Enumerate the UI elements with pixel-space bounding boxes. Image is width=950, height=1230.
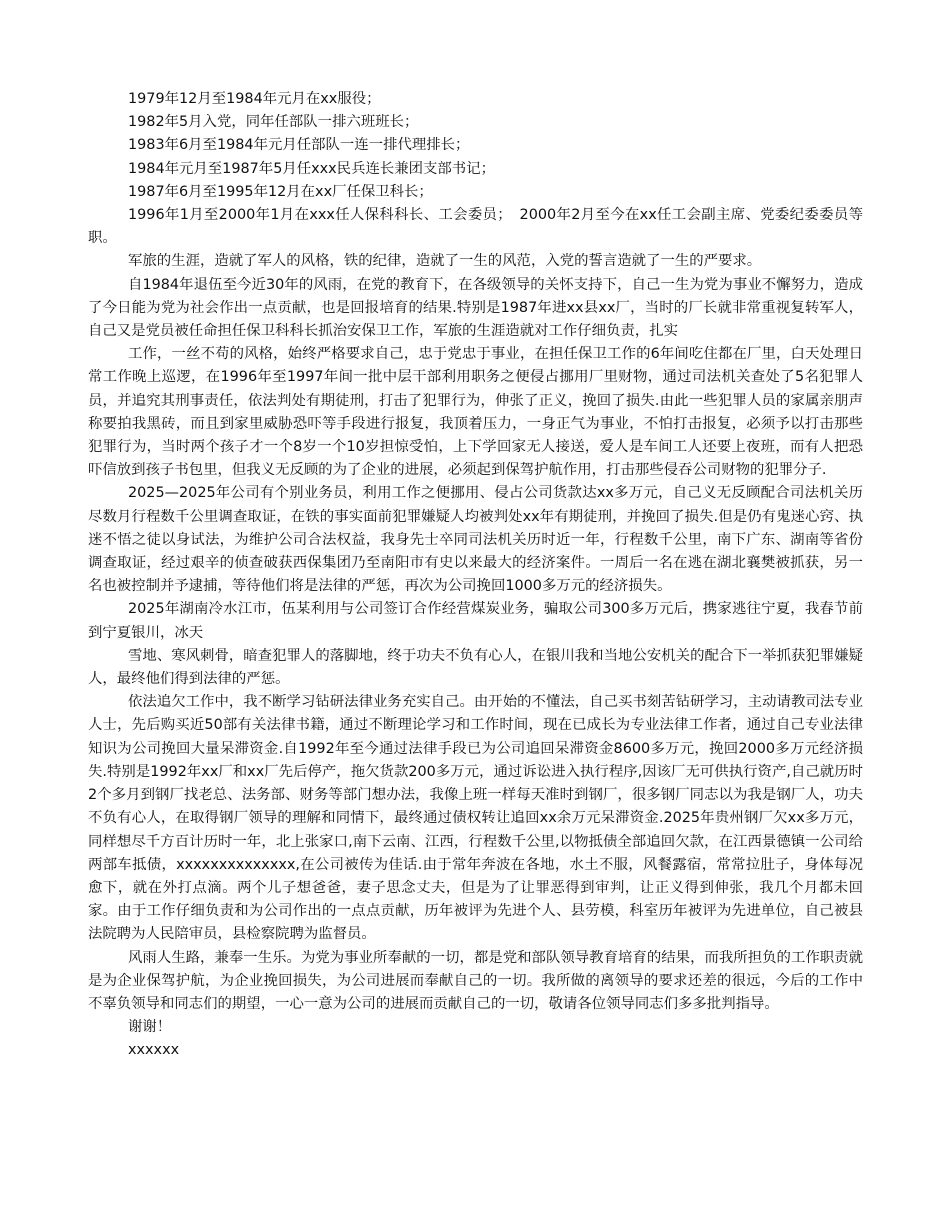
paragraph: 军旅的生涯，造就了军人的风格，铁的纪律，造就了一生的风范，入党的誓言造就了一生的严要求。 [128, 253, 762, 270]
paragraph: 1982年5月入党，同年任部队一排六班班长； [128, 114, 419, 131]
paragraph: 自1984年退伍至今近30年的风雨，在党的教育下，在各级领导的关怀支持下，自己一生为党为事业不懈努力，造成了今日能为党为社会作出一点贡献，也是回报培育的结果.特别是1987年进xx县xx厂，当时的厂长就非常重视复转军人，自己又是党员被任命担任保卫科科长抓治安保卫工作，军旅的生涯造就对工作仔细负责，扎实 [88, 276, 863, 340]
paragraph: 1987年6月至1995年12月在xx厂任保卫科长； [128, 183, 433, 200]
paragraph: 2025—2025年公司有个别业务员，利用工作之便挪用、侵占公司货款达xx多万元，自己义无反顾配合司法机关历尽数月行程数千公里调查取证，在铁的事实面前犯罪嫌疑人均被判处xx年有期徒刑，并挽回了损失.但是仍有鬼迷心窍、执迷不悟之徒以身试法，为维护公司合法权益，我身先士卒同司法机关历时近一年，行程数千公里，南下广东、湖南等省份调查取证，经过艰辛的侦查破获西保集团乃至南阳市有史以来最大的经济案件。一周后一名在逃在湖北襄樊被抓获，另一名也被控制并予逮捕，等待他们将是法律的严惩，再次为公司挽回1000多万元的经济损失。 [88, 485, 863, 595]
paragraph: 依法追欠工作中，我不断学习钻研法律业务充实自己。由开始的不懂法，自己买书刻苦钻研学习，主动请教司法专业人士，先后购买近50部有关法律书籍，通过不断理论学习和工作时间，现在已成长为专业法律工作者，通过自己专业法律知识为公司挽回大量呆滞资金.自1992年至今通过法律手段已为公司追回呆滞资金8600多万元，挽回2000多万元经济损失.特别是1992年xx厂和xx厂先后停产，拖欠货款200多万元，通过诉讼进入执行程序,因该厂无可供执行资产,自己就历时2个多月到钢厂找老总、法务部、财务等部门想办法，我像上班一样每天准时到钢厂，很多钢厂同志以为我是钢厂人，功夫不负有心人，在取得钢厂领导的理解和同情下，最终通过债权转让追回xx余万元呆滞资金.2025年贵州钢厂欠xx多万元，同样想尽千方百计历时一年，北上张家口,南下云南、江西，行程数千公里,以物抵债全部追回欠款，在江西景德镇一公司给两部车抵债，xxxxxxxxxxxxxx,在公司被传为佳话.由于常年奔波在各地，水土不服，风餐露宿，常常拉肚子，身体每况愈下，就在外打点滴。两个儿子想爸爸，妻子思念丈夫，但是为了让罪恶得到审判，让正义得到伸张，我几个月都未回家。由于工作仔细负责和为公司作出的一点点贡献，历年被评为先进个人、县劳模，科室历年被评为先进单位，自己被县法院聘为人民陪审员，县检察院聘为监督员。 [88, 694, 863, 943]
closing-thanks: 谢谢！ [128, 1019, 172, 1036]
paragraph: 工作，一丝不苟的风格，始终严格要求自己，忠于党忠于事业，在担任保卫工作的6年间吃住都在厂里，白天处理日常工作晚上巡逻，在1996年至1997年间一批中层干部利用职务之便侵占挪用厂里财物，通过司法机关查处了5名犯罪人员，并追究其刑事责任，依法判处有期徒刑，打击了犯罪行为，伸张了正义，挽回了损失.由此一些犯罪人员的家属亲朋声称要拍我黑砖，而且到家里威胁恐吓等手段进行报复，我顶着压力，一身正气为事业，不怕打击报复，必须予以打击那些犯罪行为，当时两个孩子才一个8岁一个10岁担惊受怕，上下学回家无人接送，爱人是车间工人还要上夜班，而有人把恐吓信放到孩子书包里，但我义无反顾的为了企业的进展，必须起到保驾护航作用，打击那些侵吞公司财物的犯罪分子. [88, 346, 863, 479]
paragraph: 1983年6月至1984年元月任部队一连一排代理排长； [128, 137, 470, 154]
paragraph: 雪地、寒风刺骨，暗查犯罪人的落脚地，终于功夫不负有心人，在银川我和当地公安机关的配合下一举抓获犯罪嫌疑人，最终他们得到法律的严惩。 [88, 647, 863, 688]
paragraph: 1996年1月至2000年1月在xxx任人保科科长、工会委员； 2000年2月至今在xx任工会副主席、党委纪委委员等职。 [88, 207, 863, 247]
paragraph: 2025年湖南冷水江市，伍某利用与公司签订合作经营煤炭业务，骗取公司300多万元后，携家逃往宁夏，我春节前到宁夏银川，冰天 [88, 601, 863, 641]
paragraph: 1979年12月至1984年元月在xx服役； [128, 91, 381, 107]
signature: xxxxxx [128, 1042, 180, 1059]
paragraph: 1984年元月至1987年5月任xxx民兵连长兼团支部书记； [128, 160, 495, 177]
paragraph: 风雨人生路，兼奉一生乐。为党为事业所奉献的一切，都是党和部队领导教育培育的结果，而我所担负的工作职责就是为企业保驾护航，为企业挽回损失，为公司进展而奉献自己的一切。我所做的离领导的要求还差的很远，今后的工作中不辜负领导和同志们的期望，一心一意为公司的进展而贡献自己的一切，敬请各位领导同志们多多批判指导。 [88, 949, 863, 1012]
document-body [88, 88, 863, 1063]
